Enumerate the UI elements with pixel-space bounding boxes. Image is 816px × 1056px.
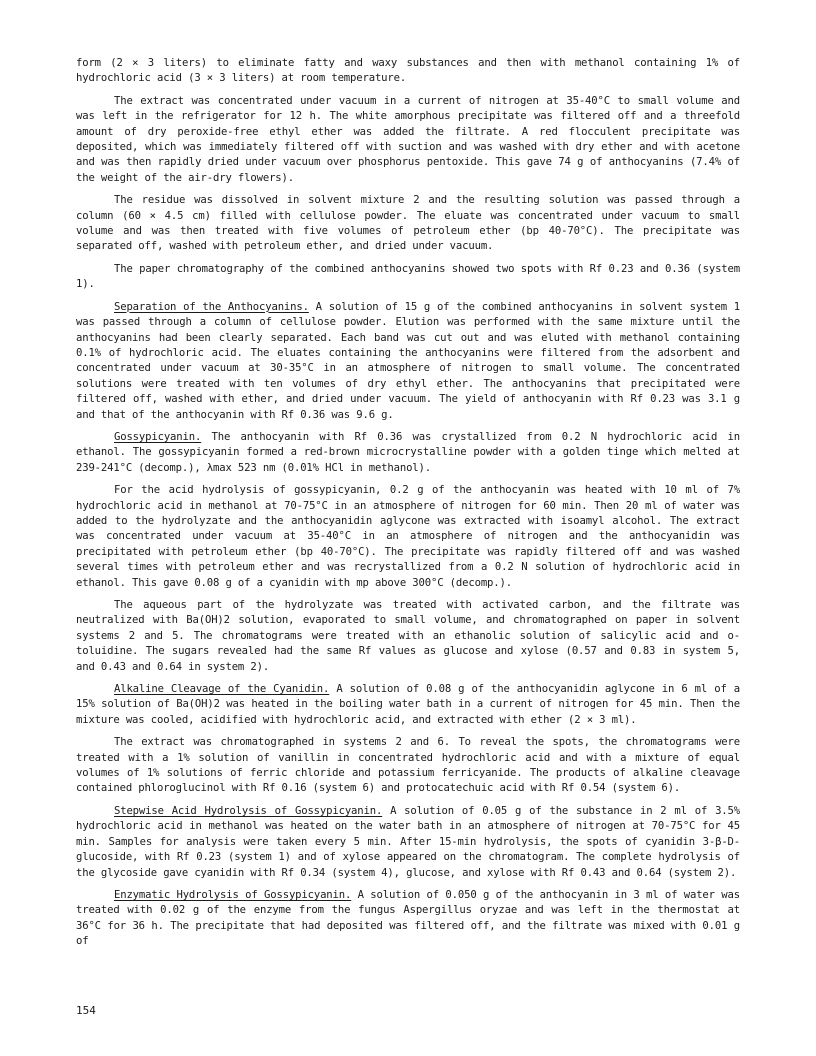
paragraph bbox=[76, 193, 740, 255]
section-heading: Alkaline Cleavage of the Cyanidin. bbox=[114, 683, 330, 696]
paragraph bbox=[76, 888, 740, 950]
paragraph bbox=[76, 483, 740, 591]
paragraph bbox=[76, 262, 740, 293]
paragraph bbox=[76, 94, 740, 186]
paragraph bbox=[76, 804, 740, 881]
section-heading: Separation of the Anthocyanins. bbox=[114, 300, 309, 313]
paragraph bbox=[76, 735, 740, 797]
paragraph-text: A solution of 0.08 g of the anthocyanidin aglycone in 6 ml of a 15% solution of Ba(OH)2 was heated in the boiling water bath in a current of nitrogen for 45 min. Then the mixture was cooled, acidified with hydrochloric acid, and extracted with ether (2 × 3 ml). bbox=[76, 683, 740, 726]
paragraph-text: The aqueous part of the hydrolyzate was treated with activated carbon, and the filtrate was neutralized with Ba(OH)2 solution, evaporated to small volume, and chromatographed on paper in solvent systems 2 and 5. The chromatograms were treated with an ethanolic solution of salicylic acid and o-toluidine. The sugars revealed had the same Rf values as glucose and xylose (0.57 and 0.83 in system 5, and 0.43 and 0.64 in system 2). bbox=[76, 599, 740, 673]
paragraph-text: A solution of 0.05 g of the substance in 2 ml of 3.5% hydrochloric acid in methanol was heated on the water bath in an atmosphere of nitrogen at 70-75°C for 45 min. Samples for analysis were taken every 5 min. After 15-min hydrolysis, the spots of cyanidin 3-β-D-glucoside, with Rf 0.23 (system 1) and of xylose appeared on the chromatogram. The complete hydrolysis of the glycoside gave cyanidin with Rf 0.34 (system 4), glucose, and xylose with Rf 0.43 and 0.64 (system 2). bbox=[76, 804, 740, 879]
paragraph-text: For the acid hydrolysis of gossypicyanin, 0.2 g of the anthocyanin was heated with 10 ml of 7% hydrochloric acid in methanol at 70-75°C in an atmosphere of nitrogen for 60 min. Then 20 ml of water was added to the hydrolyzate and the anthocyanidin aglycone was extracted with isoamyl alcohol. The extract was concentrated under vacuum at 35-40°C in an atmosphere of nitrogen and the anthocyanidin was precipitated with petroleum ether (bp 40-70°C). The precipitate was rapidly filtered off and was washed several times with petroleum ether and was recrystallized from a 0.2 N solution of hydrochloric acid in ethanol. This gave 0.08 g of a cyanidin with mp above 300°C (decomp.). bbox=[76, 484, 740, 589]
paragraph bbox=[76, 598, 740, 675]
paragraph-text: The extract was chromatographed in systems 2 and 6. To reveal the spots, the chromatograms were treated with a 1% solution of vanillin in concentrated hydrochloric acid and with a mixture of equal volumes of 1% solutions of ferric chloride and potassium ferricyanide. The products of alkaline cleavage contained phloroglucinol with Rf 0.16 (system 6) and protocatechuic acid with Rf 0.54 (system 6). bbox=[76, 736, 740, 795]
paragraph bbox=[76, 430, 740, 476]
paragraph-text: The anthocyanin with Rf 0.36 was crystallized from 0.2 N hydrochloric acid in ethanol. The gossypicyanin formed a red-brown microcrystalline powder with a golden tinge which melted at 239-241°C (decomp.), λmax 523 nm (0.01% HCl in methanol). bbox=[76, 430, 740, 474]
paragraph-text: A solution of 0.050 g of the anthocyanin in 3 ml of water was treated with 0.02 g of the enzyme from the fungus Aspergillus oryzae and was left in the thermostat at 36°C for 36 h. The precipitate that had deposited was filtered off, and the filtrate was mixed with 0.01 g of bbox=[76, 888, 740, 948]
article-body bbox=[76, 56, 740, 957]
paragraph-text: The extract was concentrated under vacuum in a current of nitrogen at 35-40°C to small volume and was left in the refrigerator for 12 h. The white amorphous precipitate was filtered off and a threefold amount of dry peroxide-free ethyl ether was added the filtrate. A red flocculent precipitate was deposited, which was immediately filtered off with suction and was washed with dry ether and with acetone and was then rapidly dried under vacuum over phosphorus pentoxide. This gave 74 g of anthocyanins (7.4% of the weight of the air-dry flowers). bbox=[76, 94, 740, 184]
paragraph bbox=[76, 56, 740, 87]
section-heading: Stepwise Acid Hydrolysis of Gossypicyanin. bbox=[114, 804, 383, 817]
paragraph-text: The paper chromatography of the combined anthocyanins showed two spots with Rf 0.23 and 0.36 (system 1). bbox=[76, 262, 740, 291]
paragraph bbox=[76, 300, 740, 423]
page-number: 154 bbox=[76, 1004, 96, 1017]
paragraph-text: The residue was dissolved in solvent mixture 2 and the resulting solution was passed through a column (60 × 4.5 cm) filled with cellulose powder. The eluate was concentrated under vacuum to small volume and was then treated with five volumes of petroleum ether (bp 40-70°C). The precipitate was separated off, washed with petroleum ether, and dried under vacuum. bbox=[76, 194, 740, 253]
section-heading: Enzymatic Hydrolysis of Gossypicyanin. bbox=[114, 888, 352, 901]
paragraph bbox=[76, 682, 740, 728]
paragraph-text: A solution of 15 g of the combined anthocyanins in solvent system 1 was passed through a column of cellulose powder. Elution was performed with the same mixture until the anthocyanins had been clearly separated. Each band was cut out and was eluted with methanol containing 0.1% of hydrochloric acid. The eluates containing the anthocyanins were filtered from the adsorbent and concentrated under vacuum at 30-35°C in an atmosphere of nitrogen to small volume. The concentrated solutions were treated with ten volumes of dry ethyl ether. The anthocyanins that precipitated were filtered off, washed with ether, and dried under vacuum. The yield of anthocyanin with Rf 0.23 was 3.1 g and that of the anthocyanin with Rf 0.36 was 9.6 g. bbox=[76, 300, 741, 421]
paragraph-text: form (2 × 3 liters) to eliminate fatty and waxy substances and then with methanol containing 1% of hydrochloric acid (3 × 3 liters) at room temperature. bbox=[76, 57, 740, 85]
section-heading: Gossypicyanin. bbox=[114, 430, 202, 443]
